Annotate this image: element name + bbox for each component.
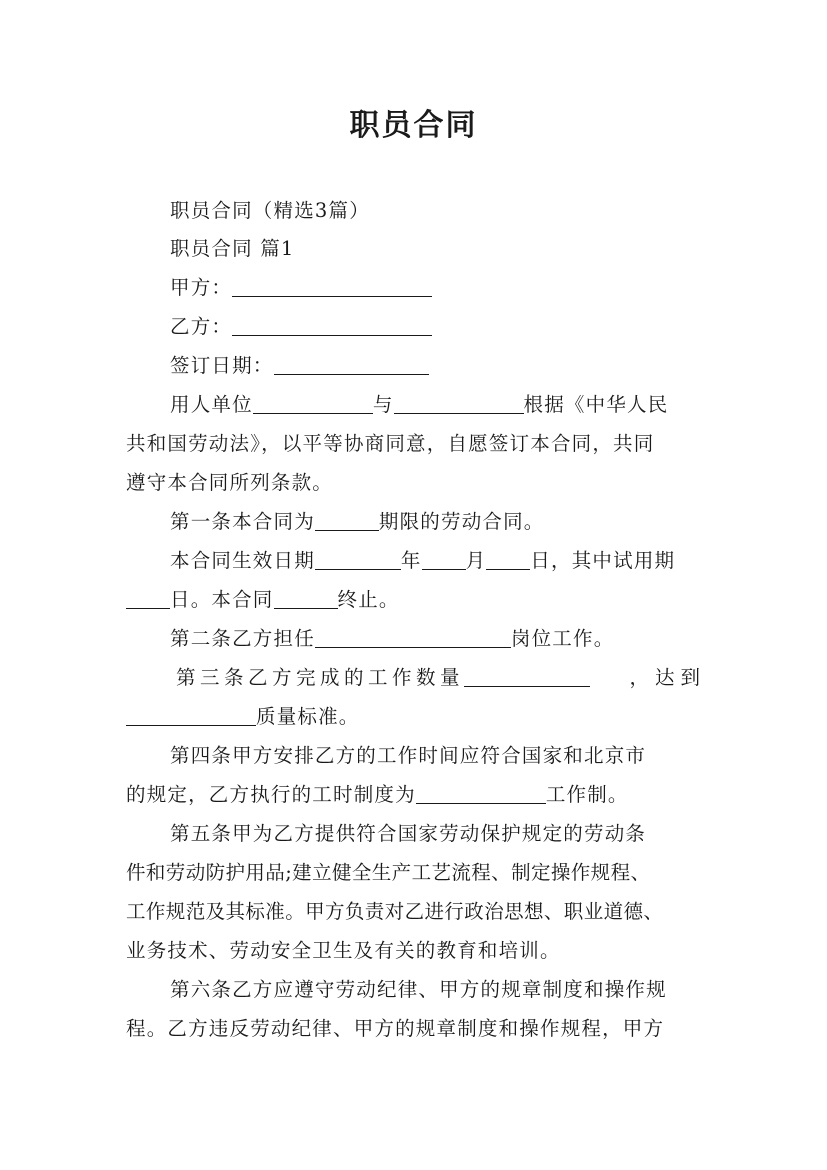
text-span: 根据《中华人民 [523, 393, 669, 416]
text-span: 遵守本合同所列条款。 [126, 471, 334, 494]
paragraph-line [126, 431, 706, 457]
article-2-line [170, 626, 710, 652]
section-heading [170, 236, 710, 262]
blank-underline [416, 785, 546, 804]
blank-underline [394, 395, 524, 414]
article-4-line [170, 743, 710, 769]
article-6-line-2 [126, 1016, 706, 1042]
article-3-justified [176, 665, 706, 691]
text-span: 月 [465, 549, 487, 572]
text-span: 共和国劳动法》，以平等协商同意，自愿签订本合同，共同 [126, 432, 655, 455]
blank-underline [253, 395, 373, 414]
text-span: 第六条乙方应遵守劳动纪律、甲方的规章制度和操作规 [170, 978, 667, 1001]
blank-underline [232, 317, 432, 336]
article-3-lead [176, 665, 590, 691]
text-span: 年 [400, 549, 422, 572]
text-span: 第五条甲为乙方提供符合国家劳动保护规定的劳动条 [170, 822, 647, 845]
blank-underline [274, 590, 338, 609]
sign-date-line [170, 353, 710, 379]
article-5-line-2 [126, 860, 706, 886]
text-span: 本合同生效日期 [170, 549, 315, 572]
text-span: 签订日期： [170, 354, 274, 377]
blank-underline [464, 668, 590, 687]
subtitle-line [170, 198, 710, 224]
article-5-line [170, 821, 710, 847]
blank-underline [232, 278, 432, 297]
text-span: 职员合同（精选3篇） [170, 199, 370, 222]
article-4-line-2 [126, 782, 706, 808]
blank-underline [274, 356, 429, 375]
blank-underline [422, 551, 466, 570]
article-1-line [170, 509, 710, 535]
blank-underline [126, 707, 256, 726]
text-span: 用人单位 [170, 393, 253, 416]
article-5-line-4 [126, 938, 706, 964]
text-span: 日。本合同 [170, 588, 274, 611]
blank-underline [315, 629, 511, 648]
text-span: 期限的劳动合同。 [378, 510, 545, 533]
article-5-line-3 [126, 899, 706, 925]
article-3-line [176, 665, 716, 691]
article-3-line-2 [126, 704, 706, 730]
text-span: 第一条本合同为 [170, 510, 315, 533]
text-span: 件和劳动防护用品;建立健全生产工艺流程、制定操作规程、 [126, 861, 651, 884]
text-span: 甲方： [170, 276, 233, 299]
blank-underline [486, 551, 530, 570]
effective-date-line [170, 548, 710, 574]
text-span: 工作规范及其标准。甲方负责对乙进行政治思想、职业道德、 [126, 900, 664, 923]
party-a-line [170, 275, 710, 301]
text-span: 终止。 [337, 588, 400, 611]
text-span: 职员合同 篇1 [170, 237, 295, 260]
paragraph-line [170, 392, 710, 418]
text-span: 日，其中试用期 [530, 549, 676, 572]
text-span: 业务技术、劳动安全卫生及有关的教育和培训。 [126, 939, 561, 962]
text-span: 乙方： [170, 315, 233, 338]
blank-underline [315, 551, 401, 570]
text-span: 岗位工作。 [510, 627, 615, 650]
text-span: 工作制。 [545, 783, 629, 806]
text-span: 的规定，乙方执行的工时制度为 [126, 783, 416, 806]
blank-underline [126, 590, 170, 609]
effective-date-line-2 [126, 587, 706, 613]
paragraph-line [126, 470, 706, 496]
text-span: 与 [372, 393, 394, 416]
text-span: 第二条乙方担任 [170, 627, 315, 650]
text-span: 质量标准。 [256, 705, 360, 728]
text-span: ，达到 [629, 666, 706, 689]
text-span: 第四条甲方安排乙方的工作时间应符合国家和北京市 [170, 744, 647, 767]
document-title: 职员合同 [349, 108, 478, 143]
text-span: 第三条乙方完成的工作数量 [176, 666, 465, 689]
blank-underline [315, 512, 379, 531]
party-b-line [170, 314, 710, 340]
article-6-line [170, 977, 710, 1003]
text-span: 程。乙方违反劳动纪律、甲方的规章制度和操作规程，甲方 [126, 1017, 665, 1040]
